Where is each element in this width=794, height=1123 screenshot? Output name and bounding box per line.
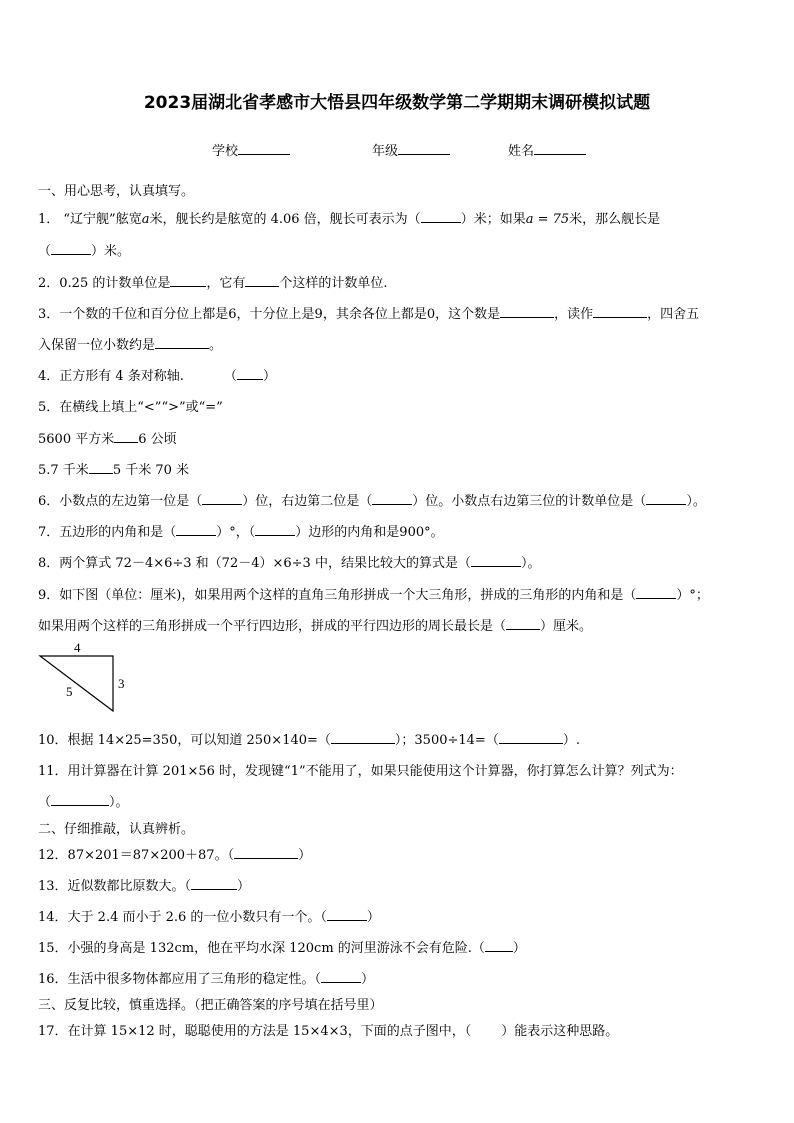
question-10: 10．根据 14×25=350，可以知道 250×140=（ ）；3500÷14=（ ）. (38, 733, 580, 748)
name-label: 姓名 (508, 144, 535, 159)
q7-blank-2[interactable] (255, 523, 295, 536)
question-12: 12．87×201＝87×200＋87。（ ） (38, 848, 312, 863)
triangle-right-label: 3 (118, 676, 125, 691)
q13-blank[interactable] (191, 877, 237, 890)
question-3-line-2: 入保留一位小数约是 。 (38, 338, 223, 353)
question-5-row-1: 5600 平方米 6 公顷 (38, 432, 177, 447)
question-13: 13．近似数都比原数大。（ ） (38, 879, 251, 894)
question-3: 3．一个数的千位和百分位上都是6，十分位上是9，其余各位上都是0，这个数是 ，读作 ，四舍五 (38, 307, 700, 322)
section-3-heading: 三、反复比较，慎重选择。（把正确答案的序号填在括号里） (38, 998, 383, 1013)
section-1-heading: 一、用心思考，认真填写。 (38, 184, 195, 199)
right-triangle-figure (30, 636, 140, 716)
question-6: 6．小数点的左边第一位是（ ）位，右边第二位是（ ）位。小数点右边第三位的计数单位是（ ）。 (38, 494, 706, 509)
question-11: 11．用计算器在计算 201×56 时，发现键“1”不能用了，如果只能使用这个计算器，你打算怎么计算？列式为： (38, 764, 683, 779)
question-5-row-2: 5.7 千米 5 千米 70 米 (38, 463, 190, 478)
q1-blank-1[interactable] (421, 210, 461, 223)
question-17: 17．在计算 15×12 时，聪聪使用的方法是 15×4×3，下面的点子图中，（ ）能表示这种思路。 (38, 1024, 619, 1039)
grade-blank[interactable] (398, 142, 450, 155)
question-15: 15．小强的身高是 132cm，他在平均水深 120cm 的河里游泳不会有危险.（ ） (38, 941, 526, 956)
question-2: 2．0.25 的计数单位是 ，它有 个这样的计数单位. (38, 276, 388, 291)
question-11-line-2: （ ）。 (38, 795, 129, 810)
question-1-line-2: （ ）米。 (38, 244, 131, 259)
grade-field (372, 140, 450, 159)
q1-blank-2[interactable] (51, 242, 91, 255)
q2-blank-2[interactable] (245, 274, 279, 287)
q9-blank-1[interactable] (636, 586, 676, 599)
school-label: 学校 (212, 144, 239, 159)
q8-blank[interactable] (471, 554, 521, 567)
question-1: 1． “辽宁舰”舷宽a米，舰长约是舷宽的 4.06 倍，舰长可表示为（ ）米；如果a = 75米，那么舰长是 (38, 212, 661, 227)
q15-blank[interactable] (485, 939, 513, 952)
question-7: 7．五边形的内角和是（ ）°，（ ）边形的内角和是900°。 (38, 525, 444, 540)
q6-blank-3[interactable] (646, 492, 686, 505)
q5-blank-2[interactable] (89, 461, 113, 474)
q6-blank-2[interactable] (372, 492, 412, 505)
variable-a: a (141, 212, 150, 227)
q5-blank-1[interactable] (114, 430, 138, 443)
question-14: 14．大于 2.4 而小于 2.6 的一位小数只有一个。（ ） (38, 910, 380, 925)
question-5: 5．在横线上填上“<”“>”或“=” (38, 400, 223, 415)
question-8: 8．两个算式 72－4×6÷3 和（72－4）×6÷3 中，结果比较大的算式是（ ）。 (38, 556, 541, 571)
school-field (212, 140, 290, 159)
triangle-hyp-label: 5 (66, 684, 73, 699)
grade-label: 年级 (372, 144, 399, 159)
q6-blank-1[interactable] (202, 492, 242, 505)
q3-blank-3[interactable] (155, 336, 209, 349)
q12-blank[interactable] (234, 846, 298, 859)
question-4: 4．正方形有 4 条对称轴. （ ） (38, 369, 276, 384)
name-blank[interactable] (534, 142, 586, 155)
q14-blank[interactable] (327, 908, 367, 921)
q11-blank[interactable] (51, 793, 109, 806)
section-2-heading: 二、仔细推敲，认真辨析。 (38, 822, 195, 837)
question-9: 9．如下图（单位：厘米)，如果用两个这样的直角三角形拼成一个大三角形，拼成的三角形的内角和是（ ）°； (38, 588, 709, 603)
equation-a: a = 75 (525, 212, 570, 227)
school-blank[interactable] (238, 142, 290, 155)
q10-blank-2[interactable] (499, 731, 563, 744)
q16-blank[interactable] (321, 970, 361, 983)
triangle-top-label: 4 (74, 640, 81, 655)
q9-blank-2[interactable] (506, 617, 540, 630)
triangle-shape (40, 656, 113, 711)
page-title: 2023届湖北省孝感市大悟县四年级数学第二学期期末调研模拟试题 (143, 93, 651, 113)
q7-blank-1[interactable] (176, 523, 216, 536)
question-16: 16．生活中很多物体都应用了三角形的稳定性。（ ） (38, 972, 375, 987)
q2-blank-1[interactable] (170, 274, 206, 287)
q10-blank-1[interactable] (331, 731, 395, 744)
question-9-line-2: 如果用两个这样的三角形拼成一个平行四边形，拼成的平行四边形的周长最长是（ ）厘米。 (38, 619, 593, 634)
name-field (508, 140, 586, 159)
q3-blank-1[interactable] (500, 305, 554, 318)
q4-blank[interactable] (237, 367, 263, 380)
q3-blank-2[interactable] (593, 305, 647, 318)
